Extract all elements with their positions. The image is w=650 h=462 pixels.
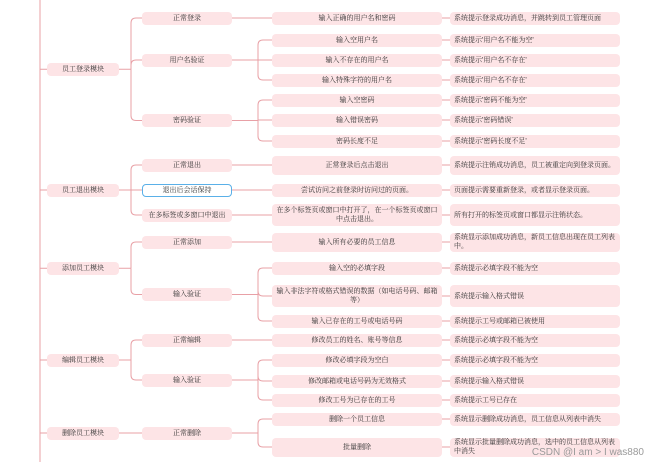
step-node[interactable]: 输入特殊字符的用户名 xyxy=(272,74,442,87)
result-node[interactable]: 系统提示必填字段不能为空 xyxy=(450,354,620,367)
connector-branch xyxy=(131,360,142,380)
case-node[interactable]: 正常添加 xyxy=(142,236,232,249)
module-node[interactable]: 员工退出模块 xyxy=(47,184,119,197)
case-node[interactable]: 正常登录 xyxy=(142,12,232,25)
module-node[interactable]: 添加员工模块 xyxy=(47,262,119,275)
connector-branch xyxy=(131,242,142,268)
result-node[interactable]: 系统显示批量删除成功消息，选中的员工信息从列表中消失 xyxy=(450,438,620,457)
step-node[interactable]: 正常登录后点击退出 xyxy=(272,156,442,175)
case-node[interactable]: 正常退出 xyxy=(142,159,232,172)
step-node[interactable]: 输入所有必要的员工信息 xyxy=(272,233,442,252)
result-node[interactable]: 系统显示添加成功消息，新员工信息出现在员工列表中。 xyxy=(450,233,620,252)
connector-branch xyxy=(258,419,272,433)
module-node[interactable]: 编辑员工模块 xyxy=(47,354,119,367)
connector-branch xyxy=(131,340,142,360)
connector-branch xyxy=(258,291,272,296)
connector-branch xyxy=(258,268,272,295)
result-node[interactable]: 系统提示工号或邮箱已被使用 xyxy=(450,315,620,328)
connector-branch xyxy=(131,69,142,120)
connector-branch xyxy=(258,380,272,400)
case-node[interactable]: 用户名验证 xyxy=(142,54,232,67)
step-node[interactable]: 修改员工的姓名、账号等信息 xyxy=(272,334,442,347)
result-node[interactable]: 系统提示登录成功消息，并跳转到员工管理页面 xyxy=(450,12,620,25)
result-node[interactable]: 系统提示必填字段不能为空 xyxy=(450,262,620,275)
result-node[interactable]: 系统提示注销成功消息，员工被重定向到登录页面。 xyxy=(450,156,620,175)
step-node[interactable]: 输入非法字符或格式错误的数据（如电话号码、邮箱等） xyxy=(272,285,442,307)
step-node[interactable]: 尝试访问之前登录时访问过的页面。 xyxy=(272,184,442,197)
step-node[interactable]: 密码长度不足 xyxy=(272,135,442,148)
connector-branch xyxy=(131,268,142,294)
case-node[interactable]: 在多标签或多窗口中退出 xyxy=(142,209,232,222)
step-node[interactable]: 修改邮箱或电话号码为无效格式 xyxy=(272,375,442,388)
step-node[interactable]: 批量删除 xyxy=(272,438,442,457)
step-node[interactable]: 修改必填字段为空白 xyxy=(272,354,442,367)
connector-branch xyxy=(258,360,272,380)
result-node[interactable]: 系统提示'用户名不能为空' xyxy=(450,34,620,47)
step-node[interactable]: 输入空密码 xyxy=(272,94,442,107)
connector-branch xyxy=(131,190,142,215)
result-node[interactable]: 系统显示删除成功消息，员工信息从列表中消失 xyxy=(450,413,620,426)
connector-branch xyxy=(258,60,272,80)
case-node[interactable]: 密码验证 xyxy=(142,114,232,127)
connector-branch xyxy=(258,100,272,121)
connector-branch xyxy=(131,165,142,190)
result-node[interactable]: 所有打开的标签页或窗口都显示注销状态。 xyxy=(450,204,620,226)
step-node[interactable]: 输入错误密码 xyxy=(272,114,442,127)
result-node[interactable]: 系统提示输入格式错误 xyxy=(450,285,620,307)
case-node[interactable]: 正常删除 xyxy=(142,427,232,440)
result-node[interactable]: 系统提示输入格式错误 xyxy=(450,375,620,388)
result-node[interactable]: 系统提示'密码错误' xyxy=(450,114,620,127)
result-node[interactable]: 系统提示'密码不能为空' xyxy=(450,94,620,107)
step-node[interactable]: 在多个标签页或窗口中打开了，在一个标签页或窗口中点击退出。 xyxy=(272,204,442,226)
step-node[interactable]: 输入已存在的工号或电话号码 xyxy=(272,315,442,328)
connector-branch xyxy=(258,376,272,381)
step-node[interactable]: 输入正确的用户名和密码 xyxy=(272,12,442,25)
result-node[interactable]: 系统提示'用户名不存在' xyxy=(450,54,620,67)
result-node[interactable]: 系统提示工号已存在 xyxy=(450,394,620,407)
connector-branch xyxy=(131,60,142,69)
result-node[interactable]: 页面提示需要重新登录，或者显示登录页面。 xyxy=(450,184,620,197)
step-node[interactable]: 删除一个员工信息 xyxy=(272,413,442,426)
connector-branch xyxy=(258,121,272,142)
step-node[interactable]: 输入不存在的用户名 xyxy=(272,54,442,67)
case-node[interactable]: 输入验证 xyxy=(142,288,232,301)
connector-branch xyxy=(258,40,272,60)
step-node[interactable]: 输入空的必填字段 xyxy=(272,262,442,275)
case-node[interactable]: 退出后会话保持 xyxy=(142,184,232,197)
watermark: CSDN @I am > I was880 xyxy=(531,447,644,458)
step-node[interactable]: 输入空用户名 xyxy=(272,34,442,47)
result-node[interactable]: 系统提示'密码长度不足' xyxy=(450,135,620,148)
case-node[interactable]: 正常编辑 xyxy=(142,334,232,347)
step-node[interactable]: 修改工号为已存在的工号 xyxy=(272,394,442,407)
connector-branch xyxy=(258,295,272,322)
result-node[interactable]: 系统提示必填字段不能为空 xyxy=(450,334,620,347)
case-node[interactable]: 输入验证 xyxy=(142,374,232,387)
connector-branch xyxy=(258,433,272,447)
module-node[interactable]: 删除员工模块 xyxy=(47,427,119,440)
result-node[interactable]: 系统提示'用户名不存在' xyxy=(450,74,620,87)
module-node[interactable]: 员工登录模块 xyxy=(47,63,119,76)
